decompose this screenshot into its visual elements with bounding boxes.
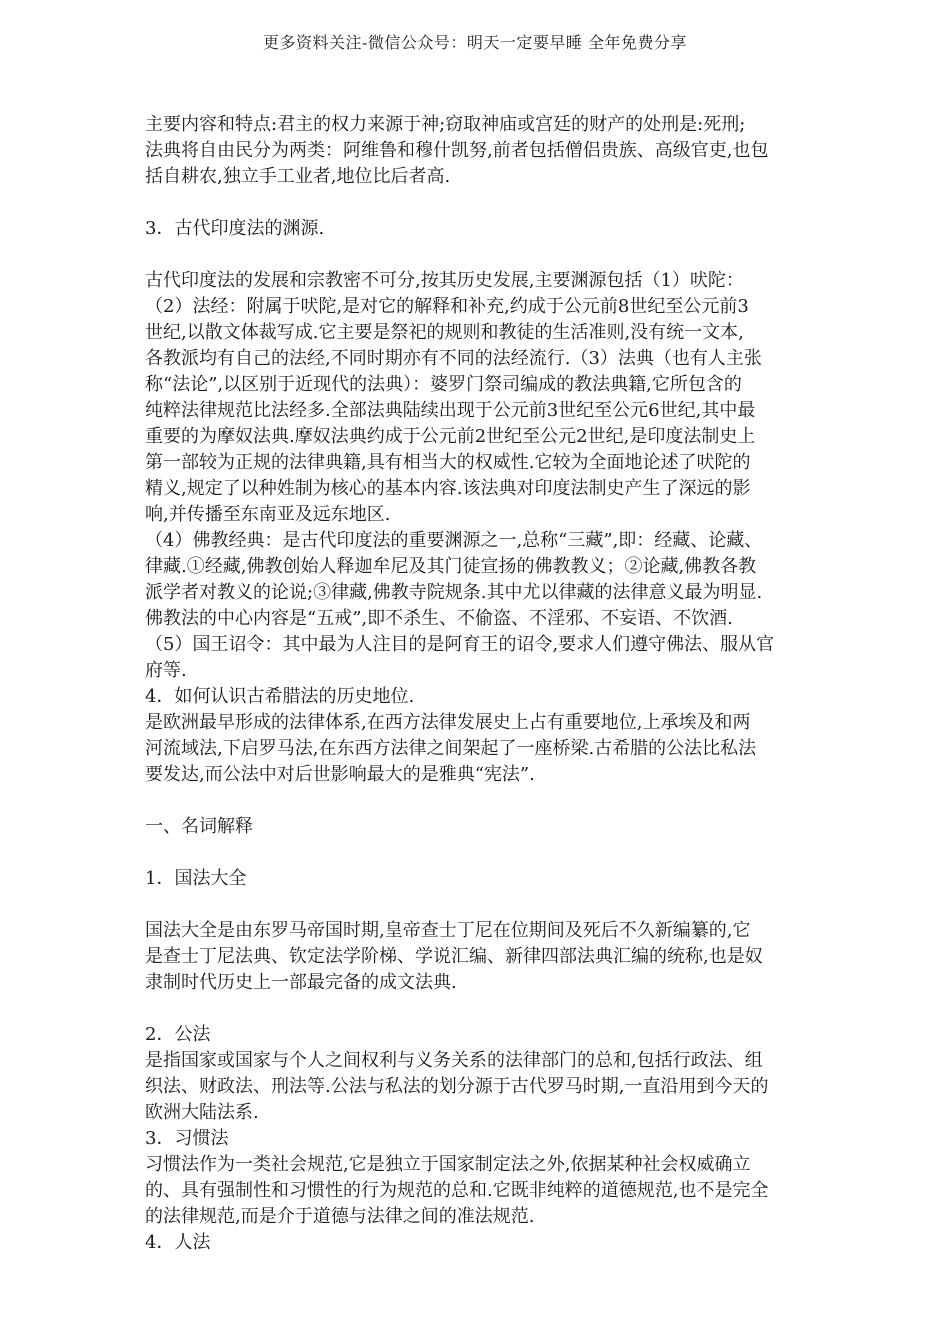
text-line: 主要内容和特点:君主的权力来源于神;窃取神庙或宫廷的财产的处刑是:死刑;: [145, 114, 746, 135]
paragraph-gap: [145, 840, 813, 866]
text-line: 4．人法: [145, 1232, 211, 1253]
text-line: 佛教法的中心内容是“五戒”,即不杀生、不偷盗、不淫邪、不妄语、不饮酒.: [145, 608, 733, 629]
text-line: （4）佛教经典：是古代印度法的重要渊源之一,总称“三藏”,即：经藏、论藏、: [145, 530, 763, 551]
text-line: 国法大全是由东罗马帝国时期,皇帝查士丁尼在位期间及死后不久新编纂的,它: [145, 920, 751, 941]
text-line: 世纪,以散文体裁写成.它主要是祭祀的规则和教徒的生活准则,没有统一文本,: [145, 322, 744, 343]
text-line: 欧洲大陆法系.: [145, 1102, 259, 1123]
text-line: 第一部较为正规的法律典籍,具有相当大的权威性.它较为全面地论述了吠陀的: [145, 452, 751, 473]
text-line: 1．国法大全: [145, 868, 247, 889]
text-line: 称“法论”,以区别于近现代的法典）：婆罗门祭司编成的教法典籍,它所包含的: [145, 374, 742, 395]
paragraph-gap: [145, 242, 813, 268]
text-line: 一、名词解释: [145, 816, 253, 837]
text-line: 2．公法: [145, 1024, 211, 1045]
text-line: 古代印度法的发展和宗教密不可分,按其历史发展,主要渊源包括（1）吠陀：: [145, 270, 744, 291]
text-line: 是欧洲最早形成的法律体系,在西方法律发展史上占有重要地位,上承埃及和两: [145, 712, 751, 733]
text-line: 精义,规定了以种姓制为核心的基本内容.该法典对印度法制史产生了深远的影: [145, 478, 751, 499]
text-line: 3．古代印度法的渊源.: [145, 218, 325, 239]
text-line: 3．习惯法: [145, 1128, 229, 1149]
text-line: 4．如何认识古希腊法的历史地位.: [145, 686, 415, 707]
text-line: （5）国王诏令：其中最为人注目的是阿育王的诏令,要求人们遵守佛法、服从官: [145, 634, 775, 655]
text-line: 各教派均有自己的法经,不同时期亦有不同的法经流行.（3）法典（也有人主张: [145, 348, 762, 369]
text-line: 法典将自由民分为两类：阿维鲁和穆什凯努,前者包括僧侣贵族、高级官吏,也包: [145, 140, 769, 161]
text-line: 织法、财政法、刑法等.公法与私法的划分源于古代罗马时期,一直沿用到今天的: [145, 1076, 769, 1097]
text-line: 河流域法,下启罗马法,在东西方法律之间架起了一座桥梁.古希腊的公法比私法: [145, 738, 757, 759]
text-line: 派学者对教义的论说;③律藏,佛教寺院规条.其中尤以律藏的法律意义最为明显.: [145, 582, 763, 603]
text-line: （2）法经：附属于吠陀,是对它的解释和补充,约成于公元前8世纪至公元前3: [145, 296, 749, 317]
text-line: 重要的为摩奴法典.摩奴法典约成于公元前2世纪至公元2世纪,是印度法制史上: [145, 426, 756, 447]
paragraph-gap: [145, 892, 813, 918]
paragraph-gap: [145, 996, 813, 1022]
document-body: [145, 112, 813, 1256]
text-line: 要发达,而公法中对后世影响最大的是雅典“宪法”.: [145, 764, 535, 785]
text-line: 括自耕农,独立手工业者,地位比后者高.: [145, 166, 451, 187]
text-line: 响,并传播至东南亚及远东地区.: [145, 504, 391, 525]
text-line: 纯粹法律规范比法经多.全部法典陆续出现于公元前3世纪至公元6世纪,其中最: [145, 400, 756, 421]
text-line: 的、具有强制性和习惯性的行为规范的总和.它既非纯粹的道德规范,也不是完全: [145, 1180, 769, 1201]
text-line: 府等.: [145, 660, 187, 681]
text-line: 习惯法作为一类社会规范,它是独立于国家制定法之外,依据某种社会权威确立: [145, 1154, 751, 1175]
text-line: 隶制时代历史上一部最完备的成文法典.: [145, 972, 457, 993]
text-line: 律藏.①经藏,佛教创始人释迦牟尼及其门徒宣扬的佛教教义；②论藏,佛教各教: [145, 556, 757, 577]
paragraph-gap: [145, 788, 813, 814]
paragraph-gap: [145, 190, 813, 216]
text-line: 是查士丁尼法典、钦定法学阶梯、学说汇编、新律四部法典汇编的统称,也是奴: [145, 946, 763, 967]
page-header: 更多资料关注-微信公众号：明天一定要早睡 全年免费分享: [263, 33, 687, 52]
text-line: 是指国家或国家与个人之间权利与义务关系的法律部门的总和,包括行政法、组: [145, 1050, 763, 1071]
text-line: 的法律规范,而是介于道德与法律之间的准法规范.: [145, 1206, 535, 1227]
